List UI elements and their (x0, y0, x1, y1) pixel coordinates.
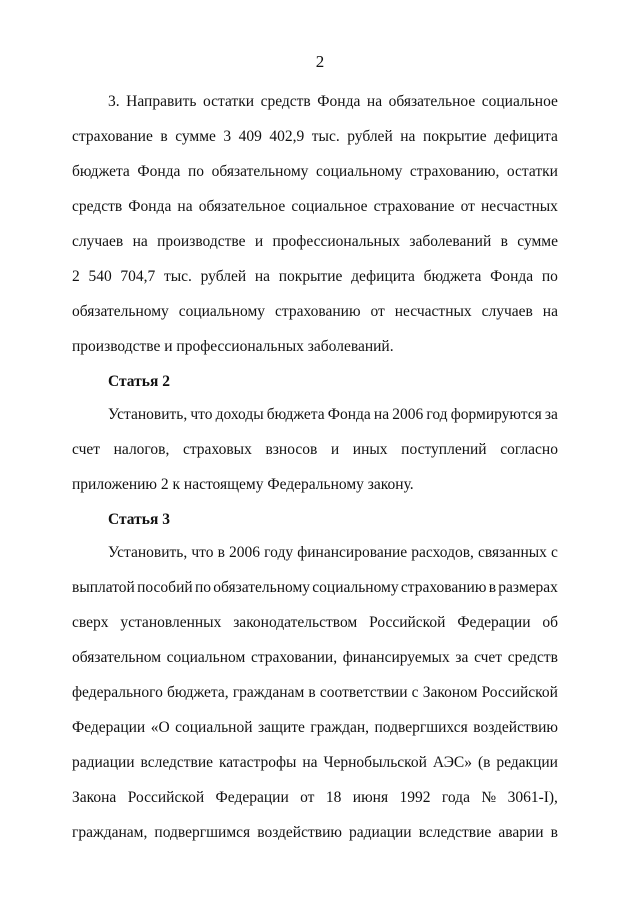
word: бюджета, (166, 684, 229, 701)
word: остатки (202, 93, 255, 110)
word: сверх (72, 614, 109, 631)
word: остатки (506, 163, 558, 180)
word: 3. (108, 93, 120, 110)
word: на (400, 128, 416, 145)
word: профессиональных (272, 233, 400, 250)
word: подвергшихся (374, 719, 468, 736)
word: на (132, 233, 148, 250)
word: Установить, (108, 544, 188, 561)
paragraph-line (72, 683, 558, 703)
word: в (217, 544, 225, 561)
word: сумме (175, 128, 216, 145)
word: что (191, 544, 214, 561)
word: покрытие (278, 268, 343, 285)
paragraph-line (108, 543, 558, 563)
word: «О (150, 719, 170, 736)
word: обязательному (211, 163, 309, 180)
word: пособий (137, 579, 193, 596)
word: защите (258, 719, 305, 736)
word: рублей (347, 128, 393, 145)
word: социальному (312, 579, 399, 596)
word: Установить, (108, 406, 188, 423)
paragraph-line (72, 197, 558, 217)
word: Фонда (128, 198, 172, 215)
word: Федерации (457, 614, 531, 631)
word: от (460, 198, 475, 215)
word: расходов, (411, 544, 474, 561)
word: в (488, 579, 497, 596)
word: редакции (496, 754, 558, 771)
word: 18 (325, 789, 342, 806)
word: случаев (72, 233, 124, 250)
paragraph-line (72, 823, 558, 843)
word: обязательном (72, 649, 161, 666)
word: за (455, 649, 469, 666)
word: иных (352, 441, 388, 458)
paragraph-line (72, 127, 558, 147)
word: обязательному (72, 303, 169, 320)
word: воздействию (473, 719, 558, 736)
word: 3 (223, 128, 232, 145)
word: Фонда (137, 163, 181, 180)
word: обязательное (388, 93, 476, 110)
word: по (194, 579, 211, 596)
paragraph-last-line: производстве и профессиональных заболеваний. (72, 338, 394, 355)
word: счет (474, 649, 503, 666)
paragraph-line (72, 302, 558, 322)
paragraph-line (72, 162, 558, 182)
article-heading: Статья 2 (108, 373, 170, 390)
word: формируются (450, 406, 542, 423)
word: в (160, 128, 168, 145)
word: тыс. (311, 128, 340, 145)
word: году (264, 544, 294, 561)
word: сумме (517, 233, 558, 250)
word: аварии (498, 824, 544, 841)
paragraph-line (108, 405, 558, 425)
word: на (302, 754, 318, 771)
word: 1992 (399, 789, 431, 806)
word: № (481, 789, 497, 806)
word: страхование (373, 198, 455, 215)
word: на (373, 406, 390, 423)
word: взносов (265, 441, 318, 458)
page-number: 2 (315, 52, 325, 71)
word: бюджета (72, 163, 130, 180)
word: страхованию (400, 579, 487, 596)
word: 2006 (229, 544, 261, 561)
word: радиации (349, 824, 412, 841)
word: бюджета (423, 268, 482, 285)
word: и (254, 233, 264, 250)
article-heading: Статья 3 (108, 511, 170, 528)
word: 402,9 (269, 128, 305, 145)
paragraph-line (72, 718, 558, 738)
word: год (426, 406, 448, 423)
paragraph-line (72, 753, 558, 773)
word: (в (477, 754, 491, 771)
word: средств (72, 198, 123, 215)
word: на (366, 93, 383, 110)
word: 704,7 (120, 268, 156, 285)
word: Фонда (327, 406, 371, 423)
word: вследствие (418, 824, 492, 841)
word: в (550, 824, 558, 841)
word: за (544, 406, 558, 423)
word: катастрофы (218, 754, 297, 771)
word: страхованию (274, 303, 361, 320)
word: связанных (478, 544, 547, 561)
word: заболеваний (409, 233, 492, 250)
paragraph-line (72, 232, 558, 252)
word: с (551, 544, 558, 561)
word: поступлений (401, 441, 487, 458)
word: обязательное (198, 198, 286, 215)
word: рублей (200, 268, 247, 285)
word: 3061-I), (507, 789, 558, 806)
word: Закона (72, 789, 117, 806)
word: об (542, 614, 558, 631)
word: Федерации (215, 789, 289, 806)
word: Направить (126, 93, 197, 110)
word: гражданам (232, 684, 305, 701)
paragraph-line (72, 267, 558, 287)
word: подвергшимся (154, 824, 251, 841)
word: средств (260, 93, 311, 110)
word: законодательством (233, 614, 358, 631)
paragraph-line (108, 92, 558, 112)
word: Чернобыльской (323, 754, 427, 771)
word: установленных (120, 614, 222, 631)
word: страховых (182, 441, 252, 458)
word: Фонда (317, 93, 361, 110)
word: страховании, (250, 649, 338, 666)
word: несчастных (480, 198, 558, 215)
word: средств (507, 649, 558, 666)
word: с (411, 684, 419, 701)
word: вследствие (140, 754, 214, 771)
word: от (370, 303, 385, 320)
word: доходы (215, 406, 264, 423)
word: дефицита (351, 268, 415, 285)
word: воздействию (257, 824, 342, 841)
word: от (300, 789, 315, 806)
paragraph-line (72, 613, 558, 633)
word: и (330, 441, 340, 458)
word: по (188, 163, 205, 180)
word: бюджета (266, 406, 325, 423)
word: согласно (500, 441, 558, 458)
word: социальное (291, 198, 368, 215)
word: производстве (157, 233, 246, 250)
word: на (542, 303, 558, 320)
word: социальное (481, 93, 558, 110)
word: в (500, 233, 508, 250)
word: страхование (72, 128, 153, 145)
word: года (441, 789, 470, 806)
word: финансирование (297, 544, 408, 561)
word: несчастных (394, 303, 472, 320)
word: на (254, 268, 271, 285)
word: обязательному (213, 579, 310, 596)
word: социальному (178, 303, 266, 320)
paragraph-line (72, 440, 558, 460)
paragraph-last-line: приложению 2 к настоящему Федеральному закону. (72, 476, 414, 493)
word: 540 (88, 268, 112, 285)
word: гражданам, (72, 824, 148, 841)
word: случаев (481, 303, 533, 320)
word: дефицита (494, 128, 558, 145)
word: социальному (315, 163, 403, 180)
word: финансируемых (342, 649, 450, 666)
word: выплатой (72, 579, 135, 596)
word: по (541, 268, 558, 285)
word: Российской (127, 789, 205, 806)
word: размерах (498, 579, 558, 596)
word: июня (352, 789, 389, 806)
word: Российской (481, 684, 558, 701)
word: на (177, 198, 193, 215)
paragraph-line (72, 578, 558, 598)
word: социальном (166, 649, 246, 666)
word: что (190, 406, 213, 423)
word: счет (72, 441, 101, 458)
word: радиации (72, 754, 135, 771)
word: 2 (72, 268, 80, 285)
word: социальной (175, 719, 253, 736)
word: Законом (422, 684, 478, 701)
paragraph-line (72, 788, 558, 808)
word: страхованию, (409, 163, 500, 180)
word: в (308, 684, 316, 701)
word: 409 (238, 128, 262, 145)
word: налогов, (113, 441, 170, 458)
word: АЭС» (432, 754, 473, 771)
word: Фонда (490, 268, 534, 285)
word: соответствии (319, 684, 408, 701)
word: 2006 (392, 406, 424, 423)
word: покрытие (422, 128, 487, 145)
word: Российской (369, 614, 446, 631)
word: федерального (72, 684, 163, 701)
paragraph-line (72, 648, 558, 668)
word: тыс. (163, 268, 192, 285)
word: Федерации (72, 719, 146, 736)
word: граждан, (310, 719, 370, 736)
